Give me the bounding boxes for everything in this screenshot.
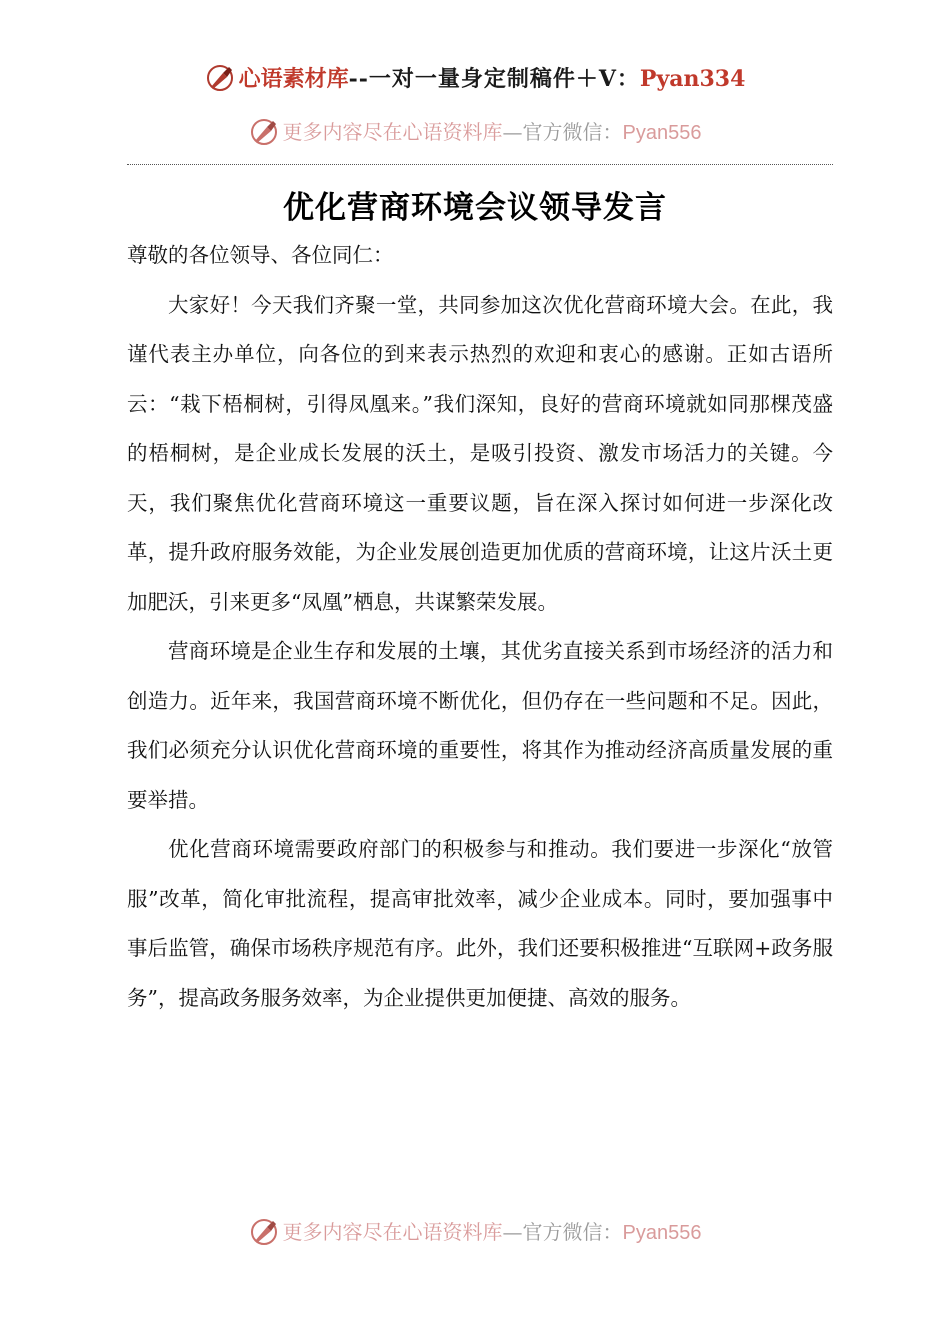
pen-nib-logo-icon: [205, 63, 235, 93]
header-separator: --: [348, 66, 369, 92]
header-slogan: 一对一量身定制稿件＋V：: [368, 66, 640, 92]
brand-name: 心语素材库: [238, 66, 349, 92]
paragraph: 优化营商环境需要政府部门的积极参与和推动。我们要进一步深化“放管服”改革，简化审批流程，提高审批效率，减少企业成本。同时，要加强事中事后监管，确保市场秩序规范有序。此外，我们还要积极推进“互联网+政务服务”，提高政务服务效率，为企业提供更加便捷、高效的服务。: [127, 837, 833, 1010]
banner-wechat-id: Pyan556: [622, 1222, 702, 1244]
document-body: [127, 231, 833, 1023]
banner-text: 更多内容尽在心语资料库: [282, 120, 503, 144]
header-contact: Pyan334: [639, 66, 746, 92]
banner-dash: —: [502, 120, 523, 144]
banner-top: [0, 116, 950, 149]
banner-wechat-label: 官方微信：: [522, 1220, 623, 1244]
header-watermark: [0, 62, 950, 95]
banner-wechat-id: Pyan556: [622, 122, 702, 144]
banner-dash: —: [502, 1220, 523, 1244]
header-divider: [127, 164, 833, 165]
pen-nib-logo-icon: [249, 117, 279, 147]
pen-nib-logo-icon: [249, 1217, 279, 1247]
paragraph: 营商环境是企业生存和发展的土壤，其优劣直接关系到市场经济的活力和创造力。近年来，我国营商环境不断优化，但仍存在一些问题和不足。因此，我们必须充分认识优化营商环境的重要性，将其作为推动经济高质量发展的重要举措。: [127, 639, 833, 812]
paragraph: 大家好！今天我们齐聚一堂，共同参加这次优化营商环境大会。在此，我谨代表主办单位，向各位的到来表示热烈的欢迎和衷心的感谢。正如古语所云：“栽下梧桐树，引得凤凰来。”我们深知，良好的营商环境就如同那棵茂盛的梧桐树，是企业成长发展的沃土，是吸引投资、激发市场活力的关键。今天，我们聚焦优化营商环境这一重要议题，旨在深入探讨如何进一步深化改革，提升政府服务效能，为企业发展创造更加优质的营商环境，让这片沃土更加肥沃，引来更多“凤凰”栖息，共谋繁荣发展。: [127, 292, 833, 614]
banner-bottom: [0, 1216, 950, 1249]
page-title: 优化营商环境会议领导发言: [283, 190, 667, 226]
banner-text: 更多内容尽在心语资料库: [282, 1220, 503, 1244]
salutation: 尊敬的各位领导、各位同仁：: [127, 243, 394, 267]
banner-wechat-label: 官方微信：: [522, 120, 623, 144]
